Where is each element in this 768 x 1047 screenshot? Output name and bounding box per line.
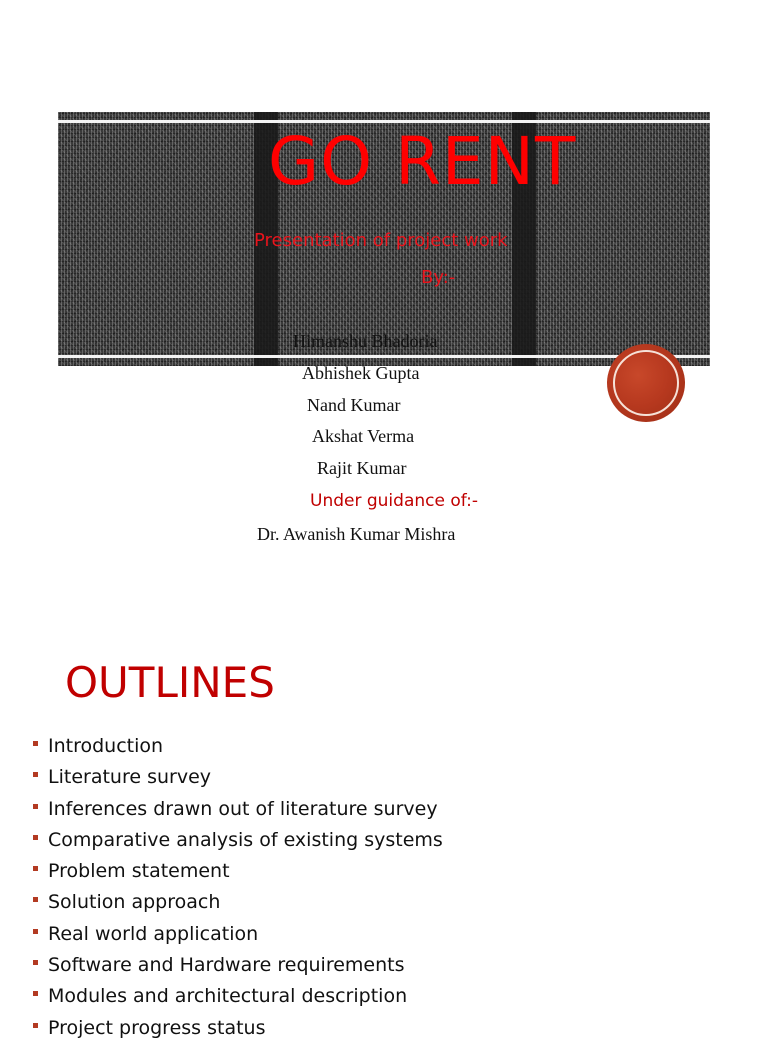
outline-item	[32, 765, 443, 796]
outline-item	[32, 797, 443, 828]
outline-item-label: Literature survey	[48, 766, 212, 789]
outline-item	[32, 859, 443, 890]
outline-item	[32, 953, 443, 984]
bullet-icon	[33, 804, 38, 809]
bullet-icon	[33, 772, 38, 777]
bullet-icon	[33, 960, 38, 965]
outline-item	[32, 984, 443, 1015]
slide-subtitle: Presentation of project work	[254, 230, 508, 251]
outline-item-label: Solution approach	[48, 891, 221, 914]
guide-name: Dr. Awanish Kumar Mishra	[257, 524, 456, 544]
outline-item-label: Modules and architectural description	[48, 985, 408, 1008]
bullet-icon	[33, 991, 38, 996]
outline-slide	[0, 600, 768, 1039]
by-label: By:-	[421, 267, 456, 288]
outline-item	[32, 734, 443, 765]
outline-title: OUTLINES	[65, 658, 275, 707]
presenter-name: Himanshu Bhadoria	[293, 331, 438, 351]
outline-item-label: Problem statement	[48, 860, 230, 883]
outline-item-label: Project progress status	[48, 1016, 266, 1039]
outline-item	[32, 922, 443, 953]
outline-item-label: Inferences drawn out of literature survey	[48, 797, 438, 820]
outline-item-label: Introduction	[48, 735, 164, 757]
outline-item	[32, 1016, 443, 1047]
outline-list	[32, 734, 443, 1047]
presenter-name: Akshat Verma	[312, 426, 415, 446]
bullet-icon	[33, 897, 38, 902]
guidance-label: Under guidance of:-	[310, 491, 478, 511]
presenter-name: Rajit Kumar	[317, 458, 407, 478]
outline-item-label: Comparative analysis of existing systems	[48, 828, 443, 851]
bullet-icon	[33, 929, 38, 934]
decorative-circle-badge	[607, 344, 685, 422]
outline-item	[32, 890, 443, 921]
presenter-name: Nand Kumar	[307, 395, 401, 415]
outline-item	[32, 828, 443, 859]
bullet-icon	[33, 835, 38, 840]
presenter-name: Abhishek Gupta	[302, 363, 420, 383]
banner-bottom-rule	[58, 355, 710, 358]
bullet-icon	[33, 1023, 38, 1028]
bullet-icon	[33, 741, 38, 746]
slide-title: GO RENT	[268, 123, 577, 200]
bullet-icon	[33, 866, 38, 871]
outline-item-label: Real world application	[48, 922, 259, 945]
outline-item-label: Software and Hardware requirements	[48, 954, 405, 977]
